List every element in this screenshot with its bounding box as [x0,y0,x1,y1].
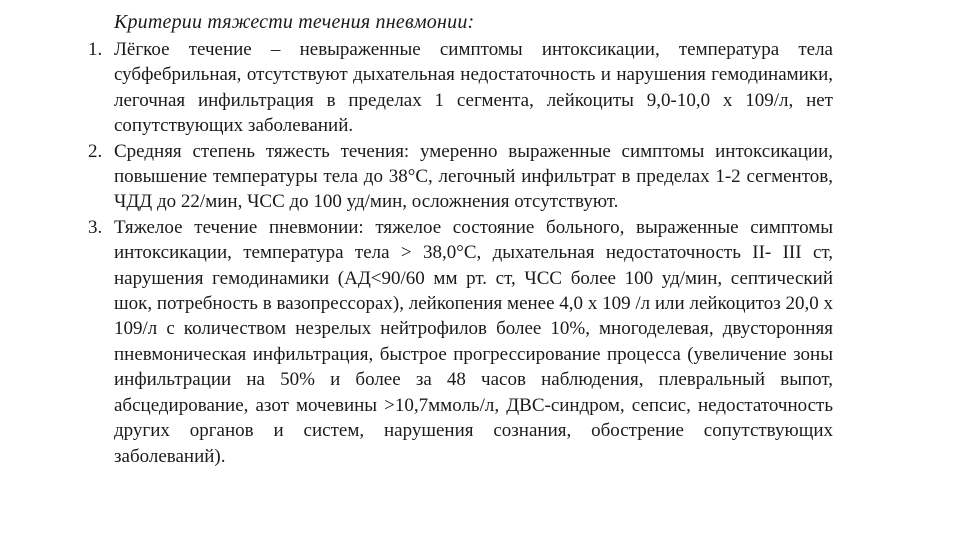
criteria-item-severe [88,215,833,469]
item-number: 3. [88,216,103,238]
item-number: 1. [88,39,103,60]
item-text: Лёгкое течение – невыраженные симптомы интоксикации, температура тела субфебрильная, отсутствуют дыхательная недостаточность и нарушения гемодинамики, легочная инфильтрация в пределах 1 сегмента, лейкоциты 9,0-10,0 х 109/л, нет сопутствующих заболеваний. [114,39,833,137]
criteria-item-moderate [88,139,833,215]
criteria-item-mild [88,37,833,139]
document-page [88,10,833,469]
item-number: 2. [88,140,103,162]
criteria-list [88,37,833,469]
item-text: Средняя степень тяжесть течения: умеренно выраженные симптомы интоксикации, повышение температуры тела до 38°С, легочный инфильтрат в пределах 1-2 сегментов, ЧДД до 22/мин, ЧСС до 100 уд/мин, осложнения отсутствуют. [114,140,833,213]
document-title: Критерии тяжести течения пневмонии: [114,11,475,33]
item-text: Тяжелое течение пневмонии: тяжелое состояние больного, выраженные симптомы интоксикации, температура тела > 38,0°С, дыхательная недостаточность II- III ст, нарушения гемодинамики (АД<90/60 мм рт. ст, ЧСС более 100 уд/мин, септический шок, потребность в вазопрессорах), лейкопения менее 4,0 х 109 /л или лейкоцитоз 20,0 х 109/л с количеством незрелых нейтрофилов более 10%, многоделевая, двусторонняя пневмоническая инфильтрация, быстрое прогрессирование процесса (увеличение зоны инфильтрации на 50% и более за 48 часов наблюдения, плевральный выпот, абсцедирование, азот мочевины >10,7ммоль/л, ДВС-синдром, сепсис, недостаточность других органов и систем, нарушения сознания, обострение сопутствующих заболеваний). [114,216,833,467]
